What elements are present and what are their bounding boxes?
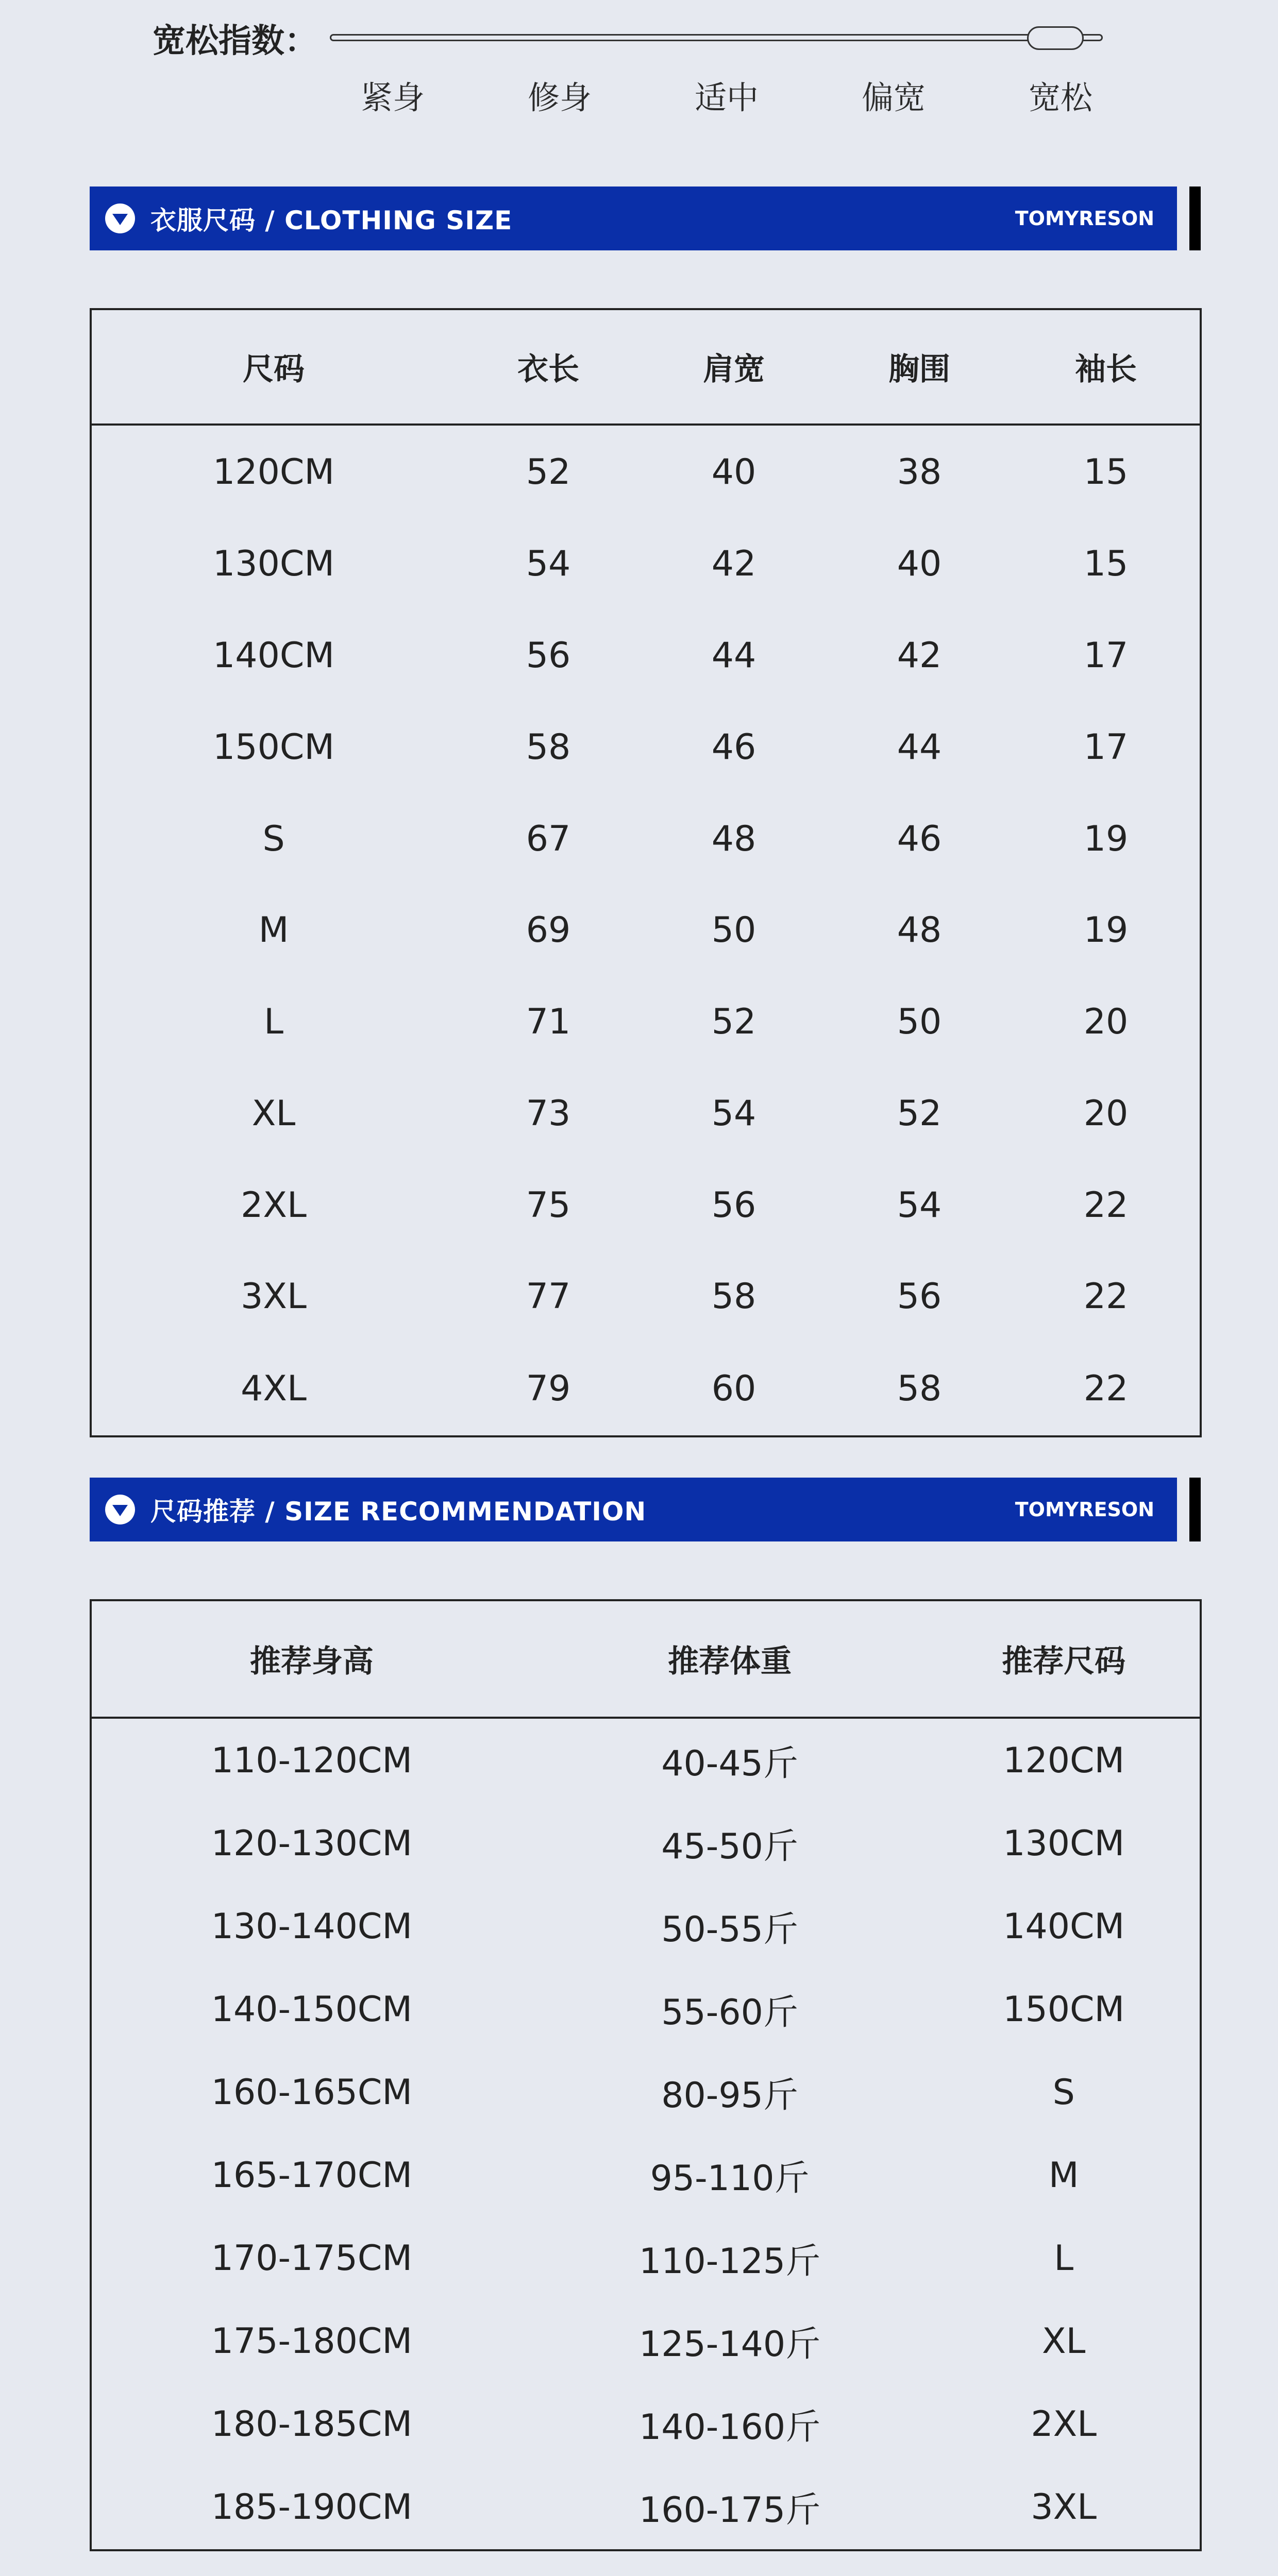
fit-level: 宽松 — [1028, 79, 1092, 116]
table-row — [91, 610, 1201, 702]
table-cell: 58 — [526, 726, 571, 768]
table-cell: 130-140CM — [211, 1906, 413, 1947]
size-recommendation-banner — [90, 1478, 1177, 1541]
table-row — [91, 2300, 1201, 2383]
table-row — [91, 1068, 1201, 1160]
table-cell: 22 — [1083, 1184, 1129, 1226]
chevron-down-icon — [105, 204, 135, 233]
table-cell: 20 — [1083, 1002, 1129, 1043]
table-cell: 48 — [897, 910, 942, 951]
column-header: 推荐尺码 — [928, 1600, 1201, 1718]
column-header: 胸围 — [827, 309, 1012, 425]
brand-label: TOMYRESON — [1015, 207, 1154, 230]
table-cell: 40 — [897, 544, 942, 585]
table-cell: 46 — [897, 818, 942, 859]
table-cell: 20 — [1083, 1093, 1129, 1134]
table-cell: 15 — [1083, 544, 1129, 585]
table-row — [91, 1343, 1201, 1436]
table-cell: 22 — [1083, 1368, 1129, 1410]
table-cell: 120-130CM — [211, 1823, 413, 1865]
table-cell: 110-125斤 — [639, 2241, 821, 2282]
table-cell: 55-60斤 — [661, 1992, 798, 2033]
table-cell: 150CM — [213, 726, 334, 768]
table-row — [91, 2051, 1201, 2134]
table-cell: 56 — [526, 635, 571, 676]
table-cell: 71 — [526, 1002, 571, 1043]
table-cell: 67 — [526, 818, 571, 859]
table-row — [91, 425, 1201, 518]
table-cell: 56 — [711, 1184, 756, 1226]
table-cell: 95-110斤 — [650, 2158, 810, 2199]
table-row — [91, 1159, 1201, 1251]
banner-end-bar — [1189, 187, 1201, 250]
size-recommendation-table — [90, 1599, 1202, 2551]
table-cell: 120CM — [1003, 1740, 1125, 1781]
table-cell: 17 — [1083, 726, 1129, 768]
column-header: 肩宽 — [641, 309, 827, 425]
table-header-row — [91, 309, 1201, 425]
table-cell: 17 — [1083, 635, 1129, 676]
table-cell: 77 — [526, 1276, 571, 1317]
table-body — [91, 425, 1201, 1436]
table-cell: 50 — [711, 910, 756, 951]
table-row — [91, 702, 1201, 793]
clothing-size-table — [90, 308, 1202, 1437]
table-cell: 140-160斤 — [639, 2406, 821, 2448]
table-row — [91, 885, 1201, 976]
table-cell: S — [1052, 2072, 1075, 2113]
table-row — [91, 1802, 1201, 1885]
fit-level: 紧身 — [360, 79, 425, 116]
table-cell: XL — [251, 1093, 296, 1134]
table-cell: L — [1054, 2238, 1074, 2279]
table-row — [91, 1885, 1201, 1968]
brand-label: TOMYRESON — [1015, 1498, 1154, 1521]
table-cell: 52 — [897, 1093, 942, 1134]
fit-index-levels — [309, 72, 1144, 118]
table-row — [91, 976, 1201, 1068]
table-cell: 54 — [711, 1093, 756, 1134]
table-row — [91, 2217, 1201, 2300]
table-cell: 46 — [711, 726, 756, 768]
column-header: 推荐身高 — [91, 1600, 532, 1718]
table-cell: 45-50斤 — [661, 1826, 798, 1868]
table-cell: 48 — [711, 818, 756, 859]
table-cell: 140-150CM — [211, 1989, 413, 2030]
column-header: 袖长 — [1012, 309, 1201, 425]
fit-level: 修身 — [527, 79, 592, 116]
table-row — [91, 1968, 1201, 2051]
table-cell: 50-55斤 — [661, 1909, 798, 1951]
table-row — [91, 1251, 1201, 1343]
table-cell: 4XL — [241, 1368, 307, 1410]
table-cell: 42 — [711, 544, 756, 585]
table-cell: 15 — [1083, 451, 1129, 493]
clothing-size-banner — [90, 187, 1177, 250]
table-cell: 150CM — [1003, 1989, 1125, 2030]
table-cell: L — [264, 1002, 283, 1043]
table-cell: 58 — [711, 1276, 756, 1317]
table-cell: 52 — [711, 1002, 756, 1043]
table-cell: 44 — [897, 726, 942, 768]
table-cell: 38 — [897, 451, 942, 493]
fit-index-knob — [1027, 26, 1084, 50]
table-cell: 110-120CM — [211, 1740, 413, 1781]
table-cell: 140CM — [213, 635, 334, 676]
table-cell: 80-95斤 — [661, 2075, 798, 2116]
fit-index-slider — [330, 34, 1103, 41]
table-cell: 180-185CM — [211, 2403, 413, 2445]
table-cell: 165-170CM — [211, 2155, 413, 2196]
fit-level: 适中 — [694, 79, 759, 116]
table-row — [91, 518, 1201, 610]
table-cell: 170-175CM — [211, 2238, 413, 2279]
table-cell: 2XL — [1031, 2403, 1097, 2445]
table-row — [91, 2383, 1201, 2466]
table-cell: 125-140斤 — [639, 2324, 821, 2365]
column-header: 推荐体重 — [532, 1600, 928, 1718]
table-cell: 75 — [526, 1184, 571, 1226]
table-cell: 130CM — [1003, 1823, 1125, 1865]
fit-index — [0, 0, 1278, 134]
section-title: 衣服尺码 / CLOTHING SIZE — [150, 206, 513, 235]
table-cell: 19 — [1083, 910, 1129, 951]
table-cell: 160-165CM — [211, 2072, 413, 2113]
table-cell: 52 — [526, 451, 571, 493]
table-cell: M — [1048, 2155, 1079, 2196]
column-header: 衣长 — [456, 309, 641, 425]
table-cell: 3XL — [1031, 2487, 1097, 2528]
banner-end-bar — [1189, 1478, 1201, 1541]
table-cell: 54 — [526, 544, 571, 585]
fit-level: 偏宽 — [861, 79, 926, 116]
table-cell: 175-180CM — [211, 2320, 413, 2362]
table-cell: 3XL — [241, 1276, 307, 1317]
table-cell: 185-190CM — [211, 2487, 413, 2528]
table-header-row — [91, 1600, 1201, 1718]
table-cell: 73 — [526, 1093, 571, 1134]
table-cell: 2XL — [241, 1184, 307, 1226]
table-cell: 19 — [1083, 818, 1129, 859]
table-cell: S — [262, 818, 285, 859]
table-cell: XL — [1041, 2320, 1086, 2362]
table-cell: 140CM — [1003, 1906, 1125, 1947]
table-body — [91, 1718, 1201, 2550]
table-cell: M — [258, 910, 289, 951]
table-cell: 40-45斤 — [661, 1743, 798, 1784]
table-cell: 44 — [711, 635, 756, 676]
chevron-down-icon — [105, 1495, 135, 1524]
table-cell: 42 — [897, 635, 942, 676]
table-cell: 22 — [1083, 1276, 1129, 1317]
table-cell: 58 — [897, 1368, 942, 1410]
table-cell: 50 — [897, 1002, 942, 1043]
table-cell: 40 — [711, 451, 756, 493]
table-cell: 56 — [897, 1276, 942, 1317]
table-cell: 160-175斤 — [639, 2490, 821, 2531]
table-cell: 120CM — [213, 451, 334, 493]
table-row — [91, 2134, 1201, 2217]
column-header: 尺码 — [91, 309, 456, 425]
table-cell: 79 — [526, 1368, 571, 1410]
table-row — [91, 1718, 1201, 1802]
table-cell: 54 — [897, 1184, 942, 1226]
table-cell: 130CM — [213, 544, 334, 585]
fit-index-label: 宽松指数： — [153, 22, 317, 60]
table-row — [91, 793, 1201, 885]
table-cell: 69 — [526, 910, 571, 951]
table-cell: 60 — [711, 1368, 756, 1410]
table-row — [91, 2466, 1201, 2550]
section-title: 尺码推荐 / SIZE RECOMMENDATION — [150, 1497, 647, 1527]
